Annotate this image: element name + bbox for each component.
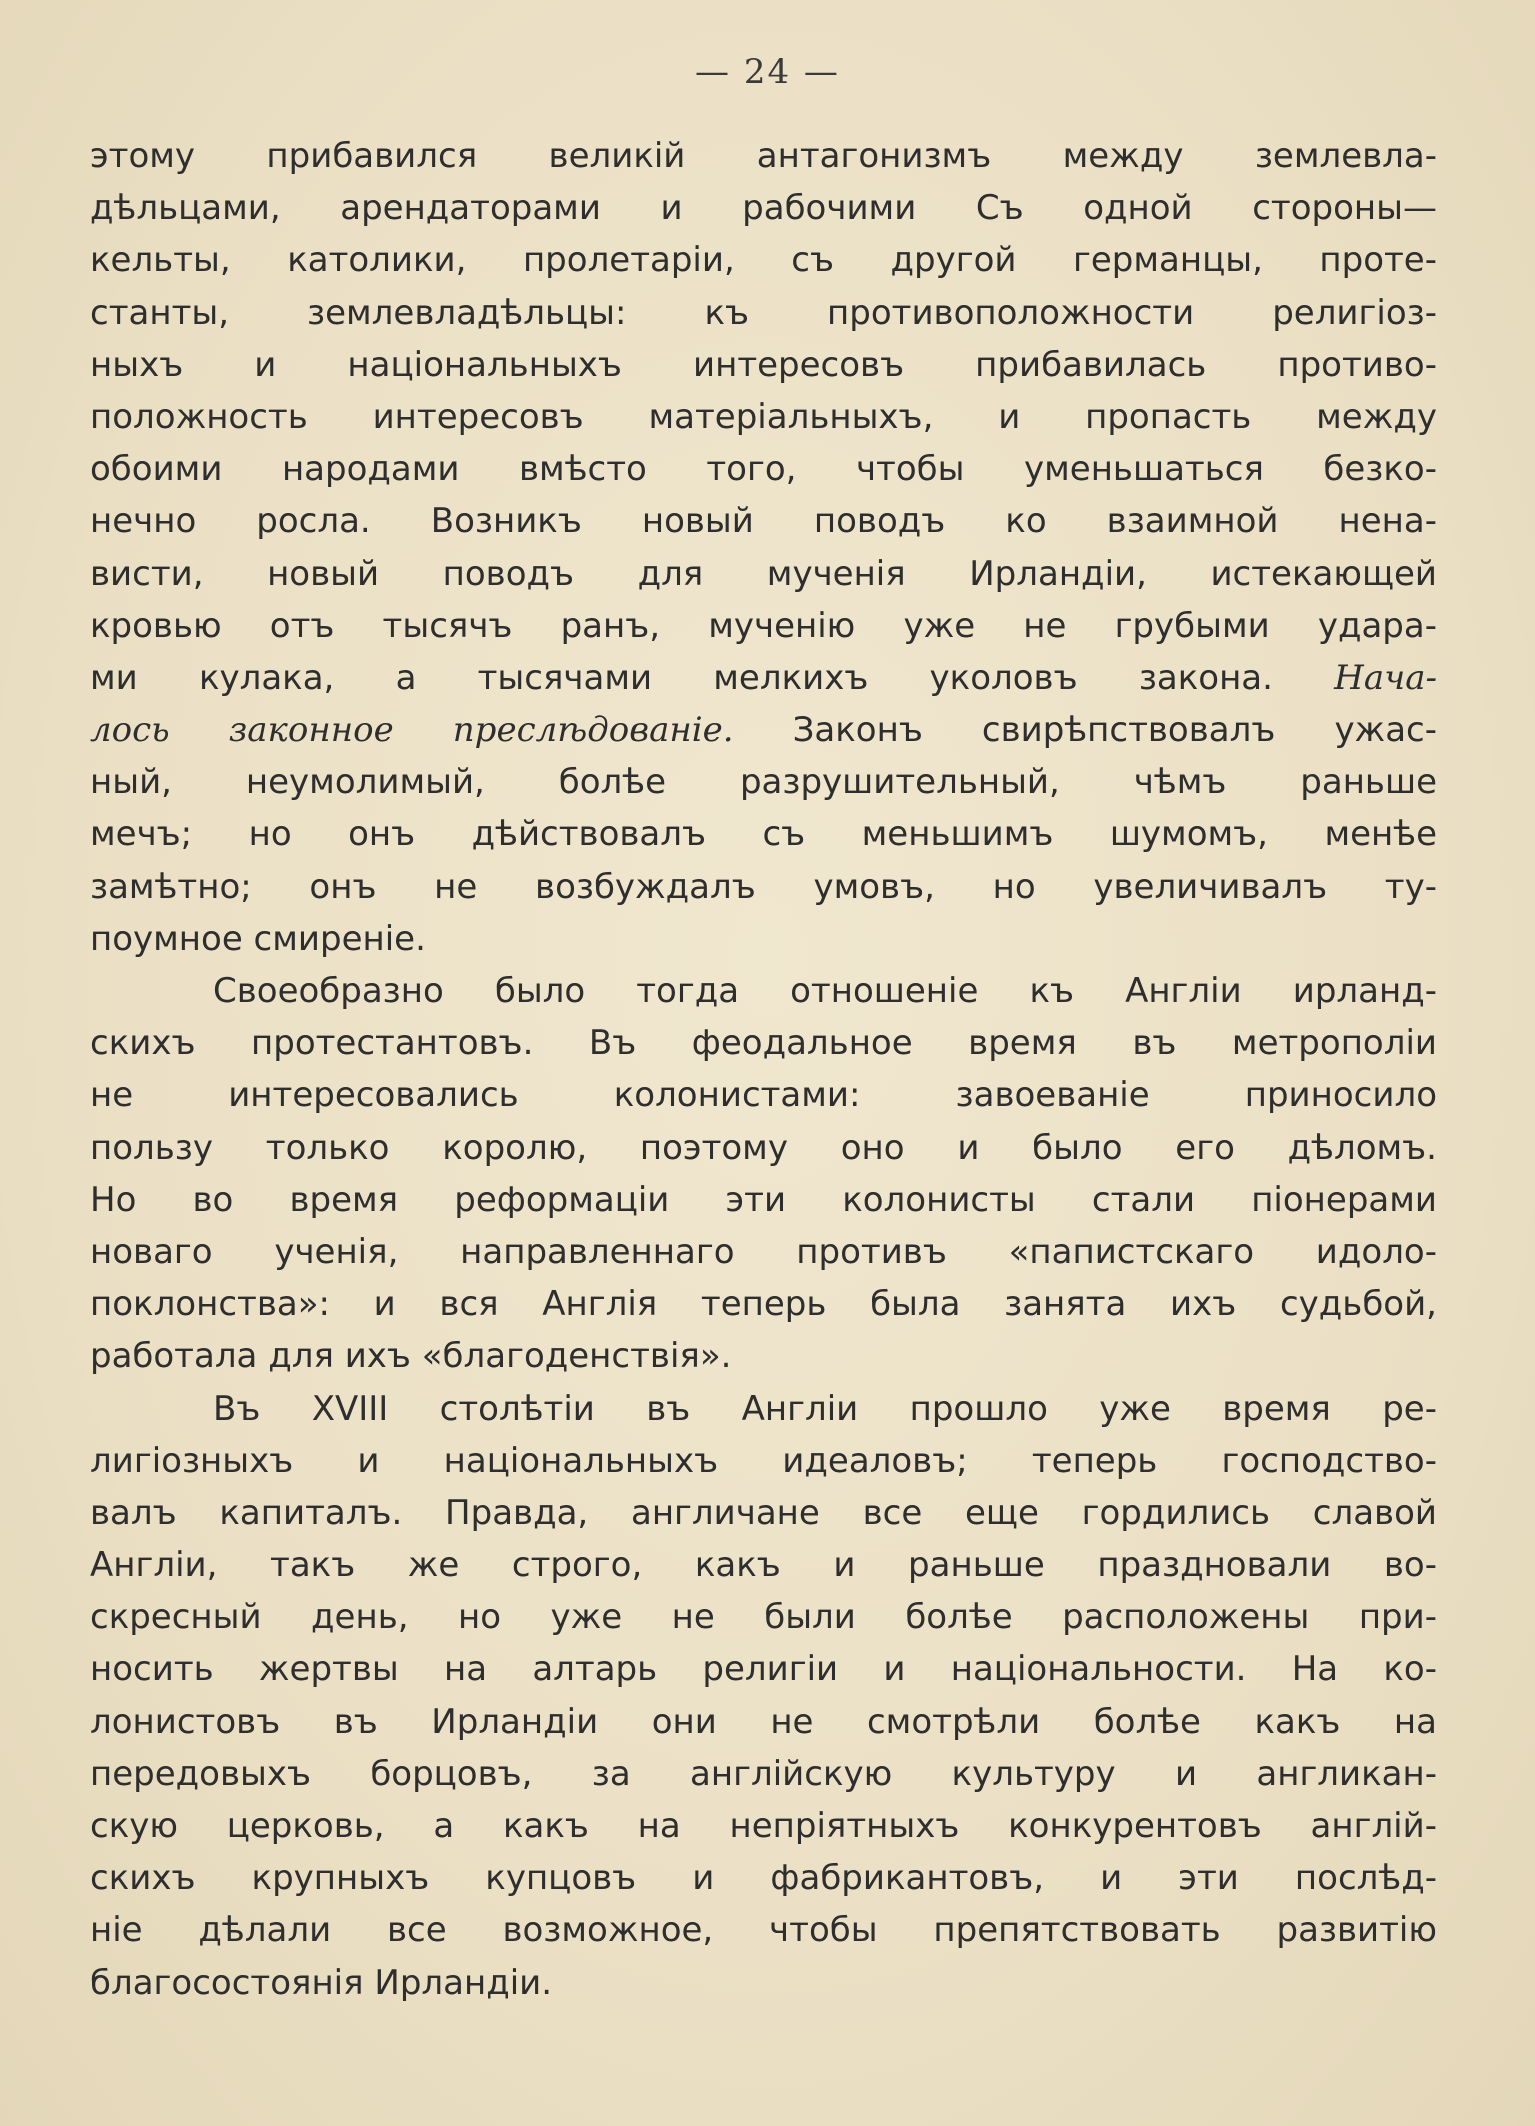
text-line (90, 965, 1437, 1017)
line-text: скресный день, но уже не были болѣе расположены при- (90, 1597, 1437, 1638)
line-text: передовыхъ борцовъ, за англійскую культуру и англикан- (90, 1753, 1437, 1794)
italic-text: лось законное преслѣдованіе. (90, 710, 734, 751)
text-line (90, 1591, 1437, 1643)
line-text: пользу только королю, поэтому оно и было его дѣломъ. (90, 1127, 1437, 1168)
line-text: замѣтно; онъ не возбуждалъ умовъ, но увеличивалъ ту- (90, 866, 1437, 907)
line-text: Англіи, такъ же строго, какъ и раньше праздновали во- (90, 1545, 1437, 1586)
text-line (90, 913, 1437, 965)
line-text: кельты, католики, пролетаріи, съ другой германцы, проте- (90, 240, 1437, 281)
line-text: Въ XVIII столѣтіи въ Англіи прошло уже время ре- (213, 1388, 1437, 1429)
line-text: Своеобразно было тогда отношеніе къ Англіи ирланд- (213, 971, 1437, 1011)
text-line (90, 1957, 1437, 2009)
text-line (90, 1539, 1437, 1591)
line-text: обоими народами вмѣсто того, чтобы уменьшаться безко- (90, 449, 1437, 490)
text-line (90, 1435, 1437, 1487)
body-text (90, 130, 1437, 2009)
page-number: — 24 — (695, 52, 840, 92)
text-line (90, 1696, 1437, 1748)
text-line (90, 652, 1437, 704)
text-line (90, 130, 1437, 182)
text-line (90, 1748, 1437, 1800)
line-text: нечно росла. Возникъ новый поводъ ко взаимной нена- (90, 501, 1437, 542)
line-text: ныхъ и національныхъ интересовъ прибавилась противо- (90, 344, 1437, 385)
line-text: кровью отъ тысячъ ранъ, мученію уже не грубыми удара- (90, 605, 1437, 646)
line-text: носить жертвы на алтарь религіи и національности. На ко- (90, 1649, 1437, 1690)
line-text: скихъ протестантовъ. Въ феодальное время въ метрополіи (90, 1023, 1437, 1064)
text-line (90, 1643, 1437, 1695)
text-line (90, 600, 1437, 652)
line-text: висти, новый поводъ для мученія Ирландіи, истекающей (90, 553, 1437, 594)
line-text: поумное смиреніе. (90, 918, 426, 959)
line-text: положность интересовъ матеріальныхъ, и пропасть между (90, 396, 1437, 437)
text-line (90, 1800, 1437, 1852)
text-line (90, 704, 1437, 756)
line-text: станты, землевладѣльцы: къ противоположности религіоз- (90, 292, 1437, 333)
line-text: скую церковь, а какъ на непріятныхъ конкурентовъ англій- (90, 1806, 1437, 1846)
text-line (90, 1017, 1437, 1069)
line-text: новаго ученія, направленнаго противъ «папистскаго идоло- (90, 1231, 1437, 1272)
text-line (90, 756, 1437, 808)
line-text: не интересовались колонистами: завоеваніе приносило (90, 1075, 1437, 1116)
line-text: Законъ свирѣпствовалъ ужас- (733, 710, 1437, 751)
text-line (90, 339, 1437, 391)
line-text: Но во время реформаціи эти колонисты стали піонерами (90, 1179, 1437, 1220)
line-text: благосостоянія Ирландіи. (90, 1962, 553, 2003)
line-text: работала для ихъ «благоденствія». (90, 1336, 732, 1377)
text-line (90, 1852, 1437, 1904)
text-line (90, 1174, 1437, 1226)
line-text: валъ капиталъ. Правда, англичане все еще гордились славой (90, 1492, 1437, 1533)
line-text: ми кулака, а тысячами мелкихъ уколовъ закона. (90, 657, 1273, 698)
text-line (90, 287, 1437, 339)
line-text: ніе дѣлали все возможное, чтобы препятствовать развитію (90, 1910, 1437, 1951)
text-line (90, 391, 1437, 443)
text-line (90, 443, 1437, 495)
text-line (90, 495, 1437, 547)
text-line (90, 1226, 1437, 1278)
line-text: ный, неумолимый, болѣе разрушительный, чѣмъ раньше (90, 762, 1437, 803)
text-line (90, 1069, 1437, 1121)
italic-text: Нача- (1334, 657, 1438, 698)
line-text: этому прибавился великій антагонизмъ между землевла- (90, 136, 1437, 176)
text-line (90, 1904, 1437, 1956)
text-line (90, 182, 1437, 234)
line-text: скихъ крупныхъ купцовъ и фабрикантовъ, и эти послѣд- (90, 1858, 1437, 1899)
text-line (90, 1330, 1437, 1382)
line-text: лигіозныхъ и національныхъ идеаловъ; теперь господство- (90, 1440, 1437, 1481)
text-line (90, 1383, 1437, 1435)
line-text: мечъ; но онъ дѣйствовалъ съ меньшимъ шумомъ, менѣе (90, 814, 1437, 855)
text-line (90, 548, 1437, 600)
line-text: поклонства»: и вся Англія теперь была занята ихъ судьбой, (90, 1284, 1437, 1325)
text-line (90, 861, 1437, 913)
text-line (90, 1278, 1437, 1330)
line-text: лонистовъ въ Ирландіи они не смотрѣли болѣе какъ на (90, 1701, 1437, 1742)
text-line (90, 234, 1437, 286)
text-line (90, 1487, 1437, 1539)
text-line (90, 808, 1437, 860)
line-text: дѣльцами, арендаторами и рабочими Съ одной стороны— (90, 188, 1437, 229)
text-line (90, 1122, 1437, 1174)
